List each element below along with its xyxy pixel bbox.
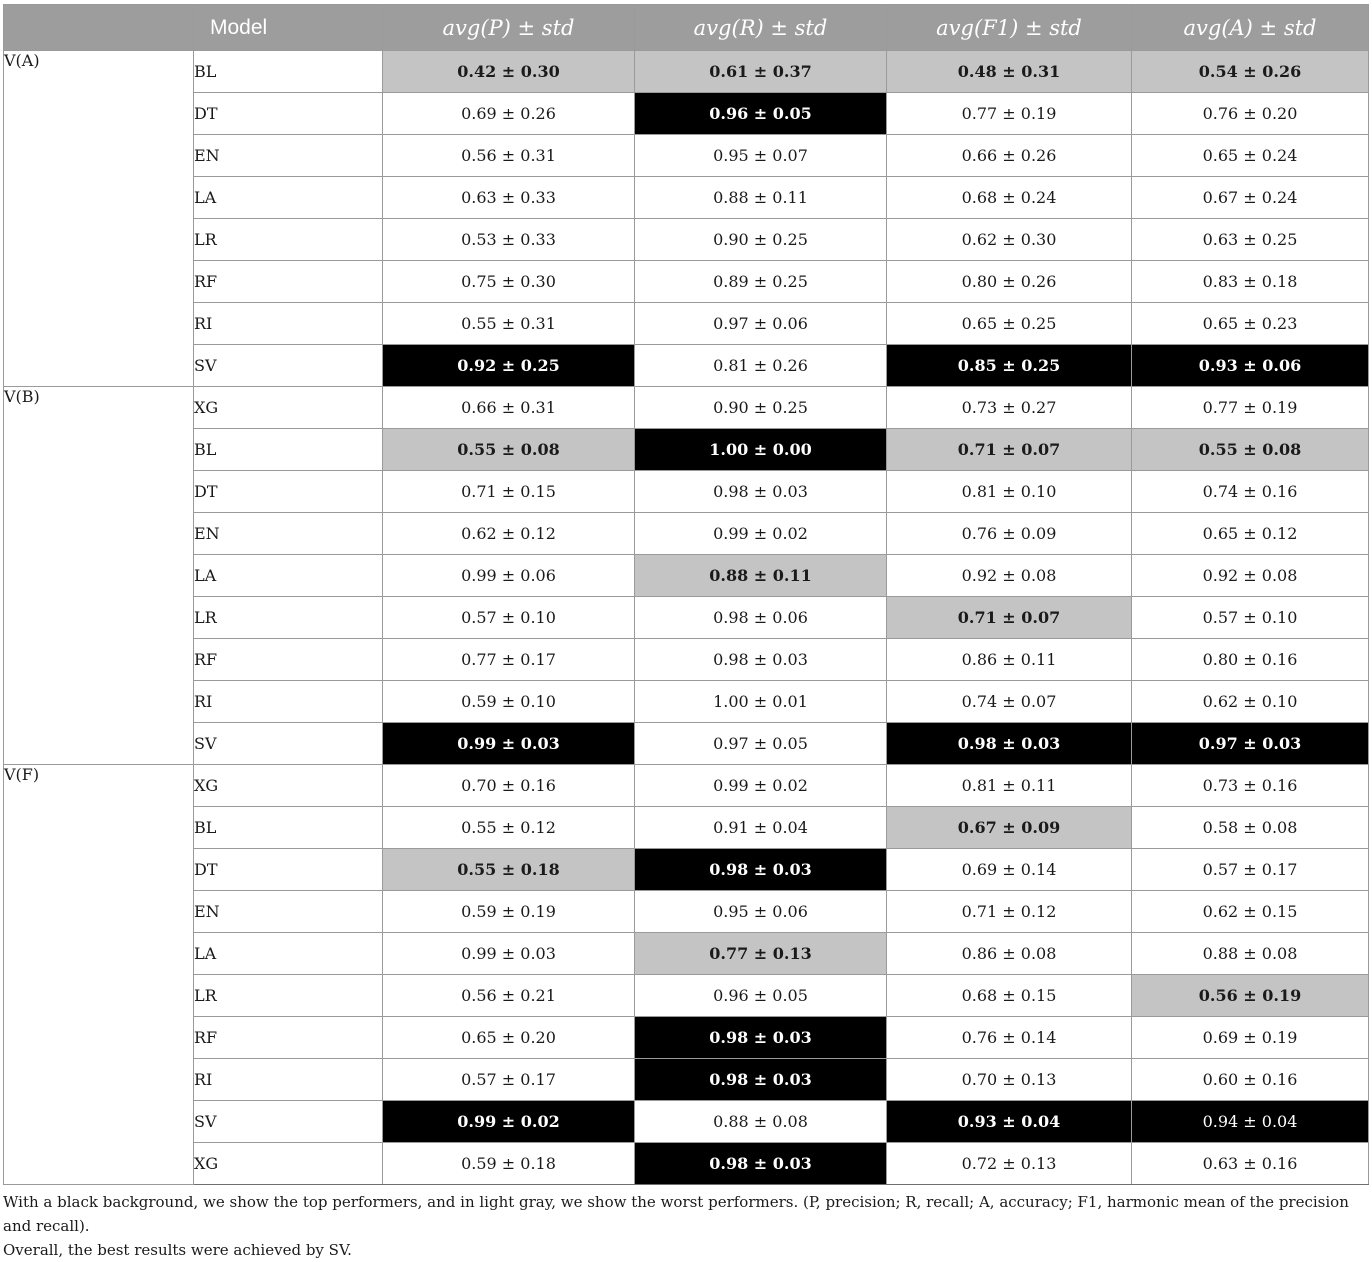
group-label: V(F) (4, 765, 194, 1185)
f1-cell: 0.71 ± 0.07 (887, 597, 1132, 639)
recall-cell: 0.98 ± 0.03 (635, 1059, 887, 1101)
model-cell: EN (194, 135, 383, 177)
precision-cell: 0.59 ± 0.18 (383, 1143, 635, 1185)
table-row (4, 1059, 1369, 1101)
model-cell: RF (194, 639, 383, 681)
precision-cell: 0.55 ± 0.18 (383, 849, 635, 891)
accuracy-cell: 0.63 ± 0.16 (1132, 1143, 1369, 1185)
f1-cell: 0.81 ± 0.11 (887, 765, 1132, 807)
f1-cell: 0.76 ± 0.09 (887, 513, 1132, 555)
f1-cell: 0.65 ± 0.25 (887, 303, 1132, 345)
recall-cell: 0.61 ± 0.37 (635, 51, 887, 93)
accuracy-cell: 0.92 ± 0.08 (1132, 555, 1369, 597)
table-row (4, 597, 1369, 639)
model-cell: XG (194, 765, 383, 807)
model-cell: DT (194, 471, 383, 513)
recall-cell: 0.89 ± 0.25 (635, 261, 887, 303)
precision-cell: 0.55 ± 0.31 (383, 303, 635, 345)
accuracy-cell: 0.62 ± 0.15 (1132, 891, 1369, 933)
table-footnote (3, 1190, 1368, 1262)
recall-cell: 0.96 ± 0.05 (635, 93, 887, 135)
table-row (4, 219, 1369, 261)
recall-cell: 0.96 ± 0.05 (635, 975, 887, 1017)
table-row (4, 429, 1369, 471)
accuracy-cell: 0.65 ± 0.24 (1132, 135, 1369, 177)
f1-cell: 0.76 ± 0.14 (887, 1017, 1132, 1059)
model-cell: RI (194, 681, 383, 723)
f1-cell: 0.98 ± 0.03 (887, 723, 1132, 765)
table-row (4, 1101, 1369, 1143)
f1-cell: 0.80 ± 0.26 (887, 261, 1132, 303)
f1-cell: 0.81 ± 0.10 (887, 471, 1132, 513)
accuracy-cell: 0.77 ± 0.19 (1132, 387, 1369, 429)
header-accuracy: avg(A) ± std (1132, 5, 1369, 51)
precision-cell: 0.77 ± 0.17 (383, 639, 635, 681)
recall-cell: 0.95 ± 0.06 (635, 891, 887, 933)
recall-cell: 0.91 ± 0.04 (635, 807, 887, 849)
f1-cell: 0.74 ± 0.07 (887, 681, 1132, 723)
f1-cell: 0.86 ± 0.11 (887, 639, 1132, 681)
header-group (4, 5, 194, 51)
recall-cell: 0.90 ± 0.25 (635, 387, 887, 429)
table-body (4, 51, 1369, 1185)
accuracy-cell: 0.60 ± 0.16 (1132, 1059, 1369, 1101)
accuracy-cell: 0.94 ± 0.04 (1132, 1101, 1369, 1143)
f1-cell: 0.70 ± 0.13 (887, 1059, 1132, 1101)
table-row (4, 513, 1369, 555)
accuracy-cell: 0.88 ± 0.08 (1132, 933, 1369, 975)
f1-cell: 0.92 ± 0.08 (887, 555, 1132, 597)
accuracy-cell: 0.65 ± 0.23 (1132, 303, 1369, 345)
accuracy-cell: 0.93 ± 0.06 (1132, 345, 1369, 387)
model-cell: LR (194, 975, 383, 1017)
table-row (4, 303, 1369, 345)
recall-cell: 0.98 ± 0.03 (635, 639, 887, 681)
table-row (4, 471, 1369, 513)
header-model: Model (194, 5, 383, 51)
header-f1: avg(F1) ± std (887, 5, 1132, 51)
recall-cell: 0.95 ± 0.07 (635, 135, 887, 177)
model-cell: LA (194, 933, 383, 975)
recall-cell: 1.00 ± 0.01 (635, 681, 887, 723)
table-row (4, 765, 1369, 807)
precision-cell: 0.63 ± 0.33 (383, 177, 635, 219)
f1-cell: 0.48 ± 0.31 (887, 51, 1132, 93)
accuracy-cell: 0.67 ± 0.24 (1132, 177, 1369, 219)
recall-cell: 0.88 ± 0.11 (635, 177, 887, 219)
precision-cell: 0.56 ± 0.21 (383, 975, 635, 1017)
recall-cell: 0.77 ± 0.13 (635, 933, 887, 975)
precision-cell: 0.59 ± 0.19 (383, 891, 635, 933)
f1-cell: 0.68 ± 0.24 (887, 177, 1132, 219)
precision-cell: 0.99 ± 0.06 (383, 555, 635, 597)
recall-cell: 0.99 ± 0.02 (635, 765, 887, 807)
precision-cell: 0.75 ± 0.30 (383, 261, 635, 303)
model-cell: RF (194, 1017, 383, 1059)
f1-cell: 0.67 ± 0.09 (887, 807, 1132, 849)
precision-cell: 0.99 ± 0.03 (383, 933, 635, 975)
table-row (4, 1017, 1369, 1059)
model-cell: EN (194, 891, 383, 933)
accuracy-cell: 0.57 ± 0.17 (1132, 849, 1369, 891)
f1-cell: 0.62 ± 0.30 (887, 219, 1132, 261)
model-cell: LR (194, 219, 383, 261)
accuracy-cell: 0.83 ± 0.18 (1132, 261, 1369, 303)
model-cell: SV (194, 1101, 383, 1143)
precision-cell: 0.55 ± 0.12 (383, 807, 635, 849)
table-row (4, 681, 1369, 723)
f1-cell: 0.73 ± 0.27 (887, 387, 1132, 429)
accuracy-cell: 0.97 ± 0.03 (1132, 723, 1369, 765)
precision-cell: 0.66 ± 0.31 (383, 387, 635, 429)
accuracy-cell: 0.65 ± 0.12 (1132, 513, 1369, 555)
precision-cell: 0.99 ± 0.03 (383, 723, 635, 765)
table-row (4, 387, 1369, 429)
model-cell: BL (194, 807, 383, 849)
accuracy-cell: 0.69 ± 0.19 (1132, 1017, 1369, 1059)
precision-cell: 0.57 ± 0.17 (383, 1059, 635, 1101)
accuracy-cell: 0.76 ± 0.20 (1132, 93, 1369, 135)
accuracy-cell: 0.73 ± 0.16 (1132, 765, 1369, 807)
model-cell: XG (194, 387, 383, 429)
recall-cell: 0.90 ± 0.25 (635, 219, 887, 261)
f1-cell: 0.71 ± 0.12 (887, 891, 1132, 933)
accuracy-cell: 0.56 ± 0.19 (1132, 975, 1369, 1017)
f1-cell: 0.72 ± 0.13 (887, 1143, 1132, 1185)
footnote-line-1: With a black background, we show the top performers, and in light gray, we show the worst performers. (P, precision; R, recall; A, accuracy; F1, harmonic mean of the precision and recall). (3, 1193, 1349, 1235)
f1-cell: 0.77 ± 0.19 (887, 93, 1132, 135)
f1-cell: 0.71 ± 0.07 (887, 429, 1132, 471)
model-cell: EN (194, 513, 383, 555)
precision-cell: 0.53 ± 0.33 (383, 219, 635, 261)
recall-cell: 0.88 ± 0.08 (635, 1101, 887, 1143)
precision-cell: 0.99 ± 0.02 (383, 1101, 635, 1143)
table-row (4, 933, 1369, 975)
table-row (4, 135, 1369, 177)
footnote-line-2: Overall, the best results were achieved by SV. (3, 1241, 352, 1259)
accuracy-cell: 0.54 ± 0.26 (1132, 51, 1369, 93)
table-row (4, 849, 1369, 891)
precision-cell: 0.59 ± 0.10 (383, 681, 635, 723)
table-row (4, 807, 1369, 849)
recall-cell: 0.99 ± 0.02 (635, 513, 887, 555)
f1-cell: 0.85 ± 0.25 (887, 345, 1132, 387)
table-row (4, 975, 1369, 1017)
accuracy-cell: 0.57 ± 0.10 (1132, 597, 1369, 639)
precision-cell: 0.42 ± 0.30 (383, 51, 635, 93)
precision-cell: 0.70 ± 0.16 (383, 765, 635, 807)
table-row (4, 177, 1369, 219)
recall-cell: 1.00 ± 0.00 (635, 429, 887, 471)
model-cell: LR (194, 597, 383, 639)
recall-cell: 0.97 ± 0.06 (635, 303, 887, 345)
f1-cell: 0.68 ± 0.15 (887, 975, 1132, 1017)
model-cell: SV (194, 345, 383, 387)
model-cell: RF (194, 261, 383, 303)
accuracy-cell: 0.80 ± 0.16 (1132, 639, 1369, 681)
precision-cell: 0.55 ± 0.08 (383, 429, 635, 471)
model-cell: SV (194, 723, 383, 765)
model-cell: BL (194, 429, 383, 471)
table-row (4, 1143, 1369, 1185)
precision-cell: 0.62 ± 0.12 (383, 513, 635, 555)
table-row (4, 261, 1369, 303)
table-row (4, 891, 1369, 933)
recall-cell: 0.98 ± 0.03 (635, 849, 887, 891)
precision-cell: 0.65 ± 0.20 (383, 1017, 635, 1059)
accuracy-cell: 0.63 ± 0.25 (1132, 219, 1369, 261)
precision-cell: 0.92 ± 0.25 (383, 345, 635, 387)
precision-cell: 0.57 ± 0.10 (383, 597, 635, 639)
table-row (4, 51, 1369, 93)
table-row (4, 555, 1369, 597)
precision-cell: 0.56 ± 0.31 (383, 135, 635, 177)
recall-cell: 0.98 ± 0.06 (635, 597, 887, 639)
recall-cell: 0.88 ± 0.11 (635, 555, 887, 597)
f1-cell: 0.86 ± 0.08 (887, 933, 1132, 975)
f1-cell: 0.69 ± 0.14 (887, 849, 1132, 891)
header-precision: avg(P) ± std (383, 5, 635, 51)
precision-cell: 0.69 ± 0.26 (383, 93, 635, 135)
table-row (4, 345, 1369, 387)
model-cell: RI (194, 1059, 383, 1101)
recall-cell: 0.81 ± 0.26 (635, 345, 887, 387)
recall-cell: 0.98 ± 0.03 (635, 471, 887, 513)
model-cell: DT (194, 93, 383, 135)
table-row (4, 723, 1369, 765)
accuracy-cell: 0.74 ± 0.16 (1132, 471, 1369, 513)
f1-cell: 0.66 ± 0.26 (887, 135, 1132, 177)
model-cell: LA (194, 177, 383, 219)
table-row (4, 639, 1369, 681)
group-label: V(B) (4, 387, 194, 765)
header-row (4, 5, 1369, 51)
f1-cell: 0.93 ± 0.04 (887, 1101, 1132, 1143)
precision-cell: 0.71 ± 0.15 (383, 471, 635, 513)
model-cell: LA (194, 555, 383, 597)
accuracy-cell: 0.55 ± 0.08 (1132, 429, 1369, 471)
group-label: V(A) (4, 51, 194, 387)
recall-cell: 0.98 ± 0.03 (635, 1017, 887, 1059)
recall-cell: 0.98 ± 0.03 (635, 1143, 887, 1185)
header-recall: avg(R) ± std (635, 5, 887, 51)
accuracy-cell: 0.62 ± 0.10 (1132, 681, 1369, 723)
model-cell: RI (194, 303, 383, 345)
accuracy-cell: 0.58 ± 0.08 (1132, 807, 1369, 849)
model-cell: XG (194, 1143, 383, 1185)
recall-cell: 0.97 ± 0.05 (635, 723, 887, 765)
model-cell: BL (194, 51, 383, 93)
model-cell: DT (194, 849, 383, 891)
table-row (4, 93, 1369, 135)
results-table (3, 4, 1369, 1185)
